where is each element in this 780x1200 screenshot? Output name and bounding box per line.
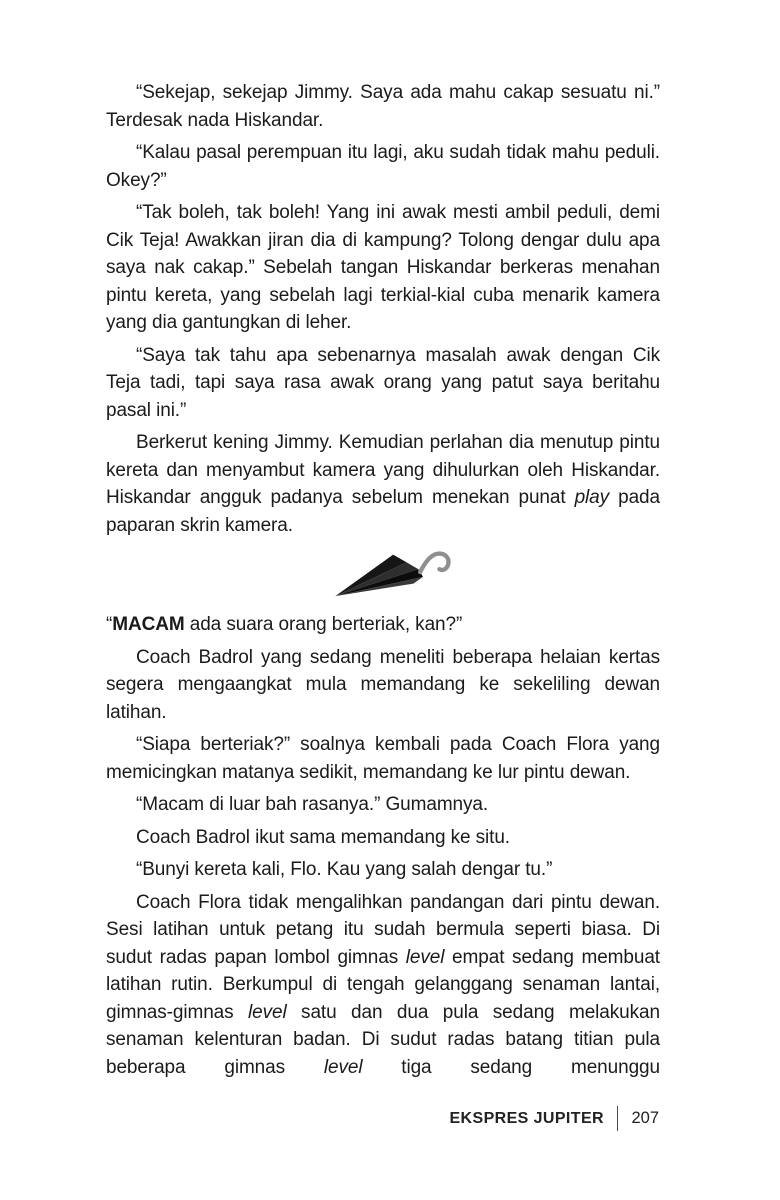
text-run: “ — [106, 614, 113, 635]
text-run: level — [323, 1056, 363, 1078]
text-run: tiga sedang menunggu — [362, 1056, 660, 1078]
text-run: empat sedang membuat latihan rutin. Berkumpul di tengah gelanggang senaman lantai, gimnas-gimnas — [106, 946, 660, 1023]
scene-divider — [106, 546, 660, 600]
text-run: “Kalau pasal perempuan itu lagi, aku sudah tidak mahu peduli. Okey?” — [106, 142, 660, 191]
page-number: 207 — [631, 1109, 659, 1127]
paragraph — [106, 199, 660, 337]
text-run: satu dan dua pula sedang melakukan senaman kelenturan badan. Di sudut radas batang titian pula beberapa gimnas — [106, 1001, 660, 1078]
text-run: “Sekejap, sekejap Jimmy. Saya ada mahu cakap sesuatu ni.” Terdesak nada Hiskandar. — [106, 82, 660, 131]
text-run: Coach Flora tidak mengalihkan pandangan dari pintu dewan. Sesi latihan untuk petang itu sudah bermula seperti biasa. Di sudut radas papan lombol gimnas — [106, 891, 660, 968]
text-run: “Macam di luar bah rasanya.” Gumamnya. — [136, 794, 489, 815]
paragraph — [106, 342, 660, 425]
text-run: “Tak boleh, tak boleh! Yang ini awak mesti ambil peduli, demi Cik Teja! Awakkan jiran dia di kampung? Tolong dengar dulu apa saya nak cakap.” Sebelah tangan Hiskandar berkeras menahan pintu kereta, yang sebelah lagi terkial-kial cuba menarik kamera yang dia gantungkan di leher. — [106, 202, 660, 333]
text-run: MACAM — [112, 614, 185, 635]
section-after-divider — [106, 611, 660, 1081]
paragraph — [106, 824, 660, 852]
paragraph — [106, 139, 660, 194]
text-run: Coach Badrol yang sedang meneliti beberapa helaian kertas segera mengaangkat mula memandang ke sekeliling dewan latihan. — [106, 646, 660, 723]
text-run: “Saya tak tahu apa sebenarnya masalah awak dengan Cik Teja tadi, tapi saya rasa awak orang yang patut saya beritahu pasal ini.” — [106, 344, 660, 421]
text-run: ada suara orang berteriak, kan?” — [184, 614, 463, 635]
closed-umbrella-icon — [331, 546, 463, 600]
section-before-divider — [106, 79, 660, 539]
paragraph — [106, 856, 660, 884]
text-run: “Siapa berteriak?” soalnya kembali pada Coach Flora yang memicingkan matanya sedikit, memandang ke lur pintu dewan. — [106, 734, 660, 783]
paragraph — [106, 791, 660, 819]
paragraph — [106, 611, 660, 639]
text-run: Coach Badrol ikut sama memandang ke situ. — [136, 826, 510, 848]
paragraph — [106, 731, 660, 786]
paragraph — [106, 79, 660, 134]
running-title: EKSPRES JUPITER — [449, 1109, 604, 1127]
text-run: level — [248, 1001, 287, 1023]
text-run: level — [405, 946, 445, 968]
text-run: “Bunyi kereta kali, Flo. Kau yang salah dengar tu.” — [136, 859, 553, 880]
footer-divider — [617, 1106, 619, 1131]
text-run: play — [574, 487, 610, 508]
text-run: Berkerut kening Jimmy. Kemudian perlahan dia menutup pintu kereta dan menyambut kamera yang dihulurkan oleh Hiskandar. Hiskandar angguk padanya sebelum menekan punat — [106, 432, 660, 508]
page-text — [106, 79, 660, 1086]
paragraph — [106, 429, 660, 539]
paragraph — [106, 644, 660, 727]
page-footer — [449, 1106, 659, 1131]
paragraph — [106, 889, 660, 1082]
text-run: pada paparan skrin kamera. — [106, 487, 660, 536]
